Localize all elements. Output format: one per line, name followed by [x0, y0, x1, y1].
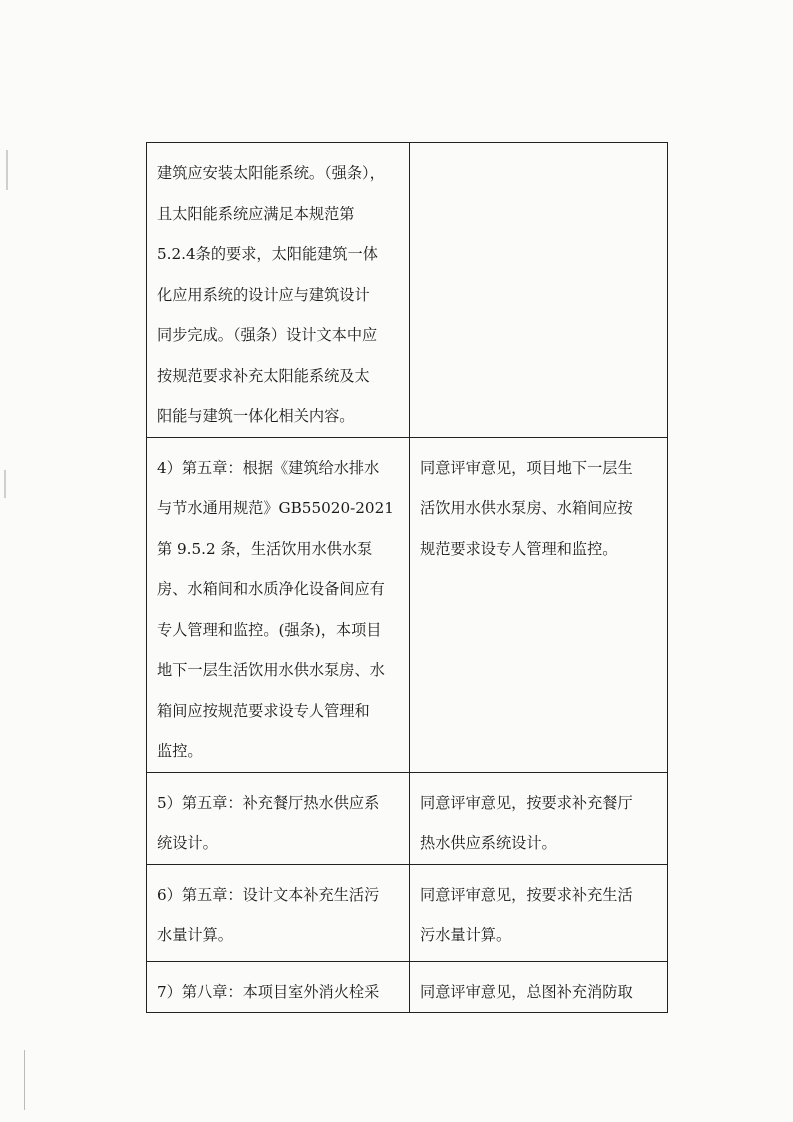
cell-line: 同意评审意见，总图补充消防取 — [420, 982, 633, 1001]
cell-line: 5.2.4条的要求，太阳能建筑一体 — [157, 245, 378, 263]
scan-edge-mark — [24, 1050, 25, 1110]
scan-edge-mark — [6, 150, 8, 190]
cell-line: 统设计。 — [157, 834, 218, 852]
cell-line: 且太阳能系统应满足本规范第 — [157, 204, 355, 223]
cell-line: 专人管理和监控。(强条)，本项目 — [157, 620, 382, 639]
cell-line: 6）第五章：设计文本补充生活污 — [157, 885, 380, 904]
table-row — [147, 437, 668, 772]
cell-line: 房、水箱间和水质净化设备间应有 — [157, 580, 385, 598]
cell-line: 同意评审意见，按要求补充餐厅 — [420, 793, 633, 812]
cell-line: 地下一层生活饮用水供水泵房、水 — [157, 661, 385, 679]
cell-line: 同意评审意见，项目地下一层生 — [420, 458, 633, 477]
scan-edge-mark — [4, 470, 6, 498]
cell-line: 建筑应安装太阳能系统。（强条）， — [157, 164, 385, 182]
review-comment-cell — [147, 437, 410, 772]
cell-line: 7）第八章：本项目室外消火栓采 — [157, 982, 380, 1001]
cell-line: 同步完成。（强条）设计文本中应 — [157, 326, 378, 344]
cell-line: 水量计算。 — [157, 926, 233, 944]
cell-line: 化应用系统的设计应与建筑设计 — [157, 285, 370, 304]
cell-line: 活饮用水供水泵房、水箱间应按 — [420, 499, 633, 517]
cell-line: 污水量计算。 — [420, 926, 512, 944]
response-cell — [410, 864, 668, 961]
cell-line: 热水供应系统设计。 — [420, 834, 557, 852]
table-body — [147, 143, 668, 1013]
table-row — [147, 143, 668, 438]
cell-line: 规范要求设专人管理和监控。 — [420, 539, 618, 558]
response-cell — [410, 437, 668, 772]
review-comment-cell — [147, 961, 410, 1013]
review-comment-cell — [147, 864, 410, 961]
cell-line: 按规范要求补充太阳能系统及太 — [157, 366, 370, 385]
review-comment-cell — [147, 772, 410, 864]
response-cell — [410, 961, 668, 1013]
cell-line: 与节水通用规范》GB55020-2021 — [157, 499, 394, 517]
cell-line: 4）第五章：根据《建筑给水排水 — [157, 458, 380, 477]
cell-line: 阳能与建筑一体化相关内容。 — [157, 407, 355, 425]
review-comment-cell — [147, 143, 410, 438]
cell-line: 同意评审意见，按要求补充生活 — [420, 885, 633, 904]
cell-line: 箱间应按规范要求设专人管理和 — [157, 701, 370, 720]
table-row — [147, 961, 668, 1013]
cell-line: 5）第五章：补充餐厅热水供应系 — [157, 793, 380, 812]
cell-line: 监控。 — [157, 742, 203, 760]
response-cell — [410, 143, 668, 438]
review-opinion-table — [146, 142, 668, 1013]
table-row — [147, 772, 668, 864]
table-row — [147, 864, 668, 961]
response-cell — [410, 772, 668, 864]
cell-line: 第 9.5.2 条，生活饮用水供水泵 — [157, 539, 373, 558]
